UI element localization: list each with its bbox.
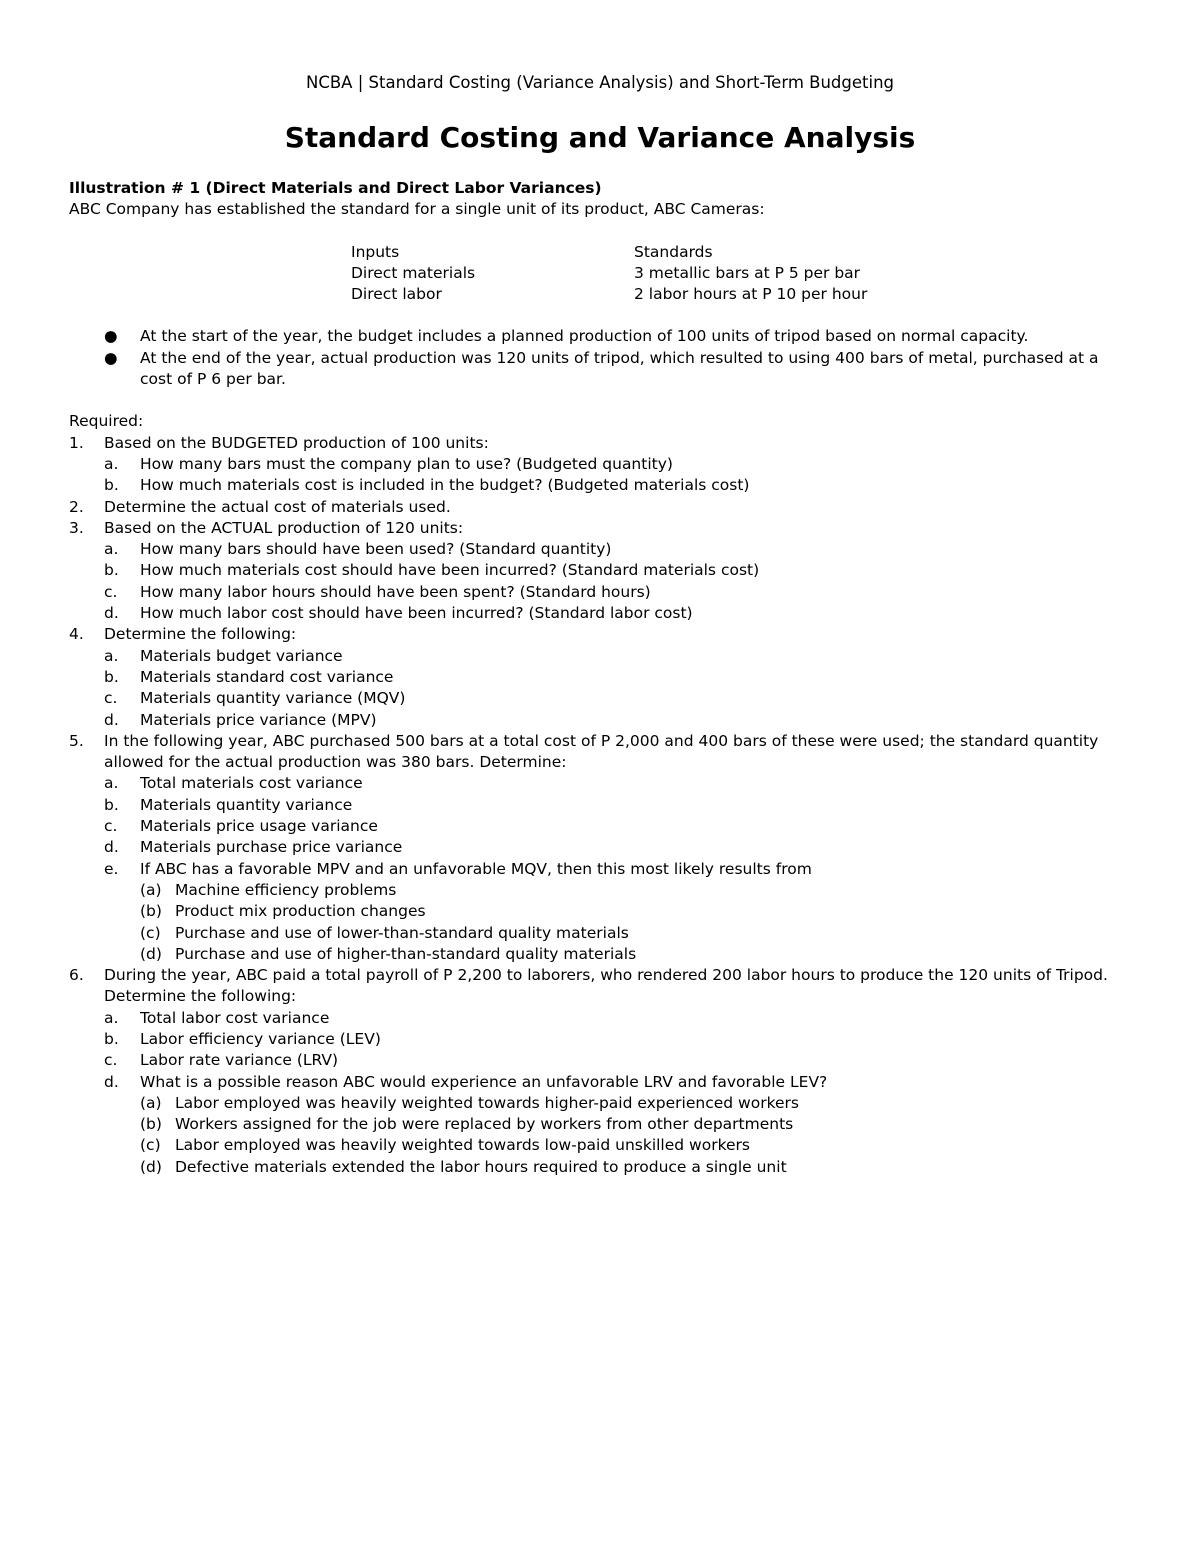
sub-item-letter: d.	[104, 604, 119, 623]
item-number: 3.	[69, 518, 84, 537]
standards-table	[351, 242, 1131, 306]
required-list	[69, 433, 1131, 1178]
answer-option	[140, 1114, 1131, 1135]
input-cell: Direct materials	[351, 263, 476, 282]
item-number: 6.	[69, 966, 84, 985]
option-label: (d)	[140, 944, 162, 963]
inputs-header: Inputs	[351, 242, 400, 261]
sub-item-text: Materials budget variance	[140, 646, 343, 665]
sub-item-text: Materials quantity variance (MQV)	[140, 689, 406, 708]
sub-item	[104, 773, 1131, 794]
sub-item	[104, 837, 1131, 858]
sub-item-letter: d.	[104, 838, 119, 857]
bullet-item	[69, 326, 1131, 347]
sub-item-text: Materials price usage variance	[140, 817, 378, 836]
sub-item-text: Materials quantity variance	[140, 795, 353, 814]
option-label: (d)	[140, 1157, 162, 1176]
answer-option	[140, 901, 1131, 922]
sub-item	[104, 688, 1131, 709]
sub-item-text: What is a possible reason ABC would experience an unfavorable LRV and favorable LEV?	[140, 1072, 828, 1091]
standards-table-header	[351, 242, 1131, 263]
sub-item	[104, 795, 1131, 816]
standards-table-row	[351, 284, 1131, 305]
sub-item-text: Total materials cost variance	[140, 774, 363, 793]
sub-item-text: Materials standard cost variance	[140, 667, 394, 686]
illustration-intro: ABC Company has established the standard for a single unit of its product, ABC Cameras:	[69, 200, 765, 219]
document-body	[69, 178, 1131, 1178]
answer-option	[140, 880, 1131, 901]
sub-item-text: Materials purchase price variance	[140, 838, 403, 857]
sub-item-text: Total labor cost variance	[140, 1008, 330, 1027]
item-text: Based on the ACTUAL production of 120 units:	[104, 518, 464, 537]
answer-option	[140, 944, 1131, 965]
bullet-icon: ●	[104, 327, 118, 346]
sub-item-letter: e.	[104, 859, 119, 878]
sub-item-letter: b.	[104, 667, 119, 686]
sub-item	[104, 646, 1131, 667]
item-number: 4.	[69, 625, 84, 644]
option-text: Defective materials extended the labor hours required to produce a single unit	[175, 1157, 787, 1176]
standard-cell: 3 metallic bars at P 5 per bar	[634, 263, 861, 282]
required-item	[69, 965, 1131, 1008]
item-number: 2.	[69, 497, 84, 516]
sub-item-letter: a.	[104, 454, 119, 473]
sub-item-letter: a.	[104, 540, 119, 559]
sub-item-text: How much materials cost should have been incurred? (Standard materials cost)	[140, 561, 760, 580]
answer-option	[140, 923, 1131, 944]
answer-option	[140, 1135, 1131, 1156]
sub-item	[104, 582, 1131, 603]
sub-item-letter: d.	[104, 1072, 119, 1091]
required-item	[69, 433, 1131, 454]
bullet-text: At the start of the year, the budget includes a planned production of 100 units of tripod based on normal capacity.	[140, 327, 1029, 346]
sub-item	[104, 603, 1131, 624]
sub-item-text: How much labor cost should have been incurred? (Standard labor cost)	[140, 604, 693, 623]
sub-item-text: Labor efficiency variance (LEV)	[140, 1029, 381, 1048]
sub-item-text: How much materials cost is included in the budget? (Budgeted materials cost)	[140, 476, 750, 495]
sub-item-letter: b.	[104, 561, 119, 580]
standards-table-row	[351, 263, 1131, 284]
item-number: 1.	[69, 433, 84, 452]
option-text: Labor employed was heavily weighted towards low-paid unskilled workers	[175, 1136, 750, 1155]
option-label: (b)	[140, 902, 162, 921]
option-text: Purchase and use of lower-than-standard quality materials	[175, 923, 629, 942]
sub-item-text: If ABC has a favorable MPV and an unfavorable MQV, then this most likely results from	[140, 859, 812, 878]
sub-item	[104, 454, 1131, 475]
item-text: In the following year, ABC purchased 500 bars at a total cost of P 2,000 and 400 bars of these were used; the standard quantity allowed for the actual production was 380 bars. Determine:	[104, 731, 1099, 772]
sub-item-text: Materials price variance (MPV)	[140, 710, 377, 729]
standards-header: Standards	[634, 242, 713, 261]
option-text: Workers assigned for the job were replaced by workers from other departments	[175, 1115, 794, 1134]
page-header: NCBA | Standard Costing (Variance Analysis) and Short-Term Budgeting	[306, 73, 894, 92]
option-label: (a)	[140, 880, 162, 899]
option-label: (c)	[140, 923, 161, 942]
illustration-heading: Illustration # 1 (Direct Materials and Direct Labor Variances)	[69, 179, 602, 197]
sub-item	[104, 1008, 1131, 1029]
sub-item	[104, 539, 1131, 560]
required-item	[69, 731, 1131, 774]
standard-cell: 2 labor hours at P 10 per hour	[634, 285, 868, 304]
option-label: (c)	[140, 1136, 161, 1155]
required-item	[69, 497, 1131, 518]
sub-item-text: How many labor hours should have been spent? (Standard hours)	[140, 582, 651, 601]
sub-item-text: Labor rate variance (LRV)	[140, 1051, 339, 1070]
sub-item	[104, 1072, 1131, 1093]
bullet-list	[69, 326, 1131, 390]
sub-item-letter: c.	[104, 817, 118, 836]
answer-option	[140, 1157, 1131, 1178]
sub-item-letter: a.	[104, 774, 119, 793]
sub-item	[104, 475, 1131, 496]
sub-item-letter: b.	[104, 1029, 119, 1048]
option-text: Purchase and use of higher-than-standard quality materials	[175, 944, 637, 963]
option-label: (a)	[140, 1093, 162, 1112]
required-item	[69, 518, 1131, 539]
item-text: Determine the actual cost of materials used.	[104, 497, 451, 516]
option-text: Product mix production changes	[175, 902, 426, 921]
option-label: (b)	[140, 1115, 162, 1134]
sub-item-letter: c.	[104, 1051, 118, 1070]
required-label: Required:	[69, 412, 144, 431]
sub-item-letter: a.	[104, 1008, 119, 1027]
sub-item-text: How many bars should have been used? (Standard quantity)	[140, 540, 612, 559]
sub-item-letter: c.	[104, 582, 118, 601]
input-cell: Direct labor	[351, 285, 442, 304]
sub-item	[104, 710, 1131, 731]
sub-item-text: How many bars must the company plan to use? (Budgeted quantity)	[140, 454, 673, 473]
item-text: Determine the following:	[104, 625, 297, 644]
required-item	[69, 624, 1131, 645]
bullet-item	[69, 348, 1131, 391]
sub-item-letter: a.	[104, 646, 119, 665]
item-text: During the year, ABC paid a total payroll of P 2,200 to laborers, who rendered 200 labor hours to produce the 120 units of Tripod. Determine the following:	[104, 966, 1108, 1006]
page-title: Standard Costing and Variance Analysis	[284, 121, 916, 154]
option-text: Labor employed was heavily weighted towards higher-paid experienced workers	[175, 1093, 799, 1112]
sub-item-letter: b.	[104, 476, 119, 495]
option-text: Machine efficiency problems	[175, 880, 397, 899]
sub-item	[104, 859, 1131, 880]
bullet-text: At the end of the year, actual production was 120 units of tripod, which resulted to using 400 bars of metal, purchased at a cost of P 6 per bar.	[140, 348, 1099, 389]
sub-item-letter: b.	[104, 795, 119, 814]
bullet-icon: ●	[104, 348, 118, 367]
sub-item	[104, 1050, 1131, 1071]
item-number: 5.	[69, 731, 84, 750]
sub-item	[104, 1029, 1131, 1050]
item-text: Based on the BUDGETED production of 100 units:	[104, 433, 489, 452]
sub-item	[104, 560, 1131, 581]
sub-item	[104, 667, 1131, 688]
sub-item	[104, 816, 1131, 837]
sub-item-letter: d.	[104, 710, 119, 729]
answer-option	[140, 1093, 1131, 1114]
sub-item-letter: c.	[104, 689, 118, 708]
